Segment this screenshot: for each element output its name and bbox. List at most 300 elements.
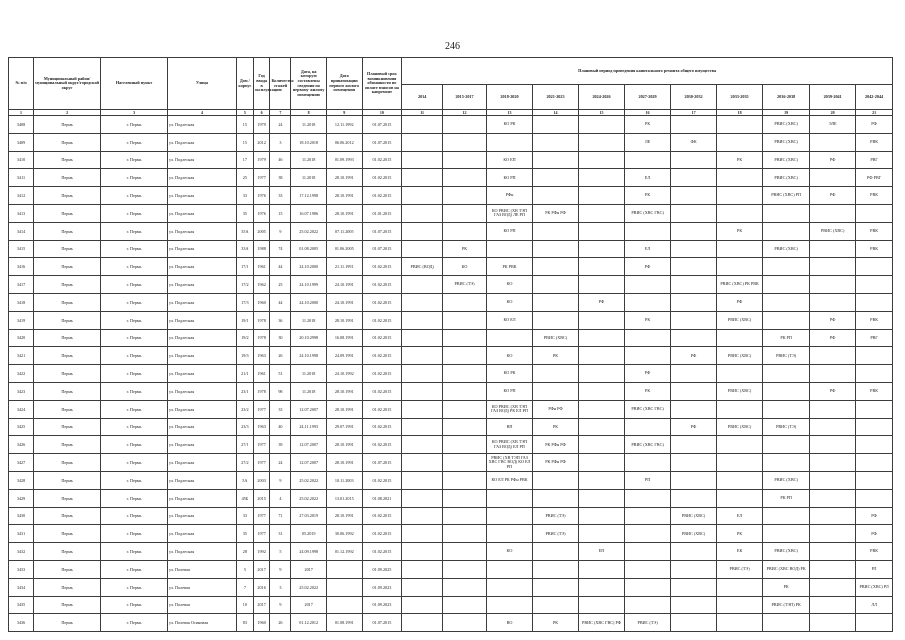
row-period-works bbox=[625, 596, 671, 614]
row-period-works: КО РВИС (ХВ ТЭП ГАЗ ВОД) ЛЕ РП bbox=[487, 204, 533, 222]
row-period-works bbox=[443, 347, 487, 365]
row-floors: 4 bbox=[270, 489, 291, 507]
row-pos-date: 24.10.2000 bbox=[291, 258, 327, 276]
row-period-works: РВК bbox=[856, 543, 893, 561]
row-locality: г. Пермь bbox=[101, 151, 168, 169]
row-period-works bbox=[671, 169, 717, 187]
row-municipality: Пермь bbox=[34, 116, 101, 134]
row-period-works bbox=[402, 347, 443, 365]
row-period-works bbox=[856, 347, 893, 365]
row-street: ул. Подлесная bbox=[167, 400, 236, 418]
row-priv-date: 01.12.1992 bbox=[326, 543, 362, 561]
row-period-works bbox=[671, 151, 717, 169]
row-period-works bbox=[717, 329, 763, 347]
row-period-works: РВИС (ХВС) bbox=[763, 543, 810, 561]
table-row bbox=[9, 578, 893, 596]
row-period-works bbox=[402, 187, 443, 205]
row-priv-date: 12.11.1992 bbox=[326, 116, 362, 134]
row-period-works: РФ bbox=[671, 347, 717, 365]
table-row bbox=[9, 187, 893, 205]
row-period-works bbox=[717, 365, 763, 383]
table-row bbox=[9, 133, 893, 151]
row-street: ул. Подлесная bbox=[167, 311, 236, 329]
row-period-works bbox=[763, 365, 810, 383]
row-period-works bbox=[579, 311, 625, 329]
row-period-works bbox=[402, 204, 443, 222]
row-period-works bbox=[402, 507, 443, 525]
row-period-works: РК bbox=[625, 187, 671, 205]
row-number: 3436 bbox=[9, 614, 34, 632]
row-period-works bbox=[717, 258, 763, 276]
row-year: 2016 bbox=[253, 578, 270, 596]
row-municipality: Пермь bbox=[34, 311, 101, 329]
row-period-works bbox=[443, 454, 487, 472]
row-period-works bbox=[625, 293, 671, 311]
row-floors: 26 bbox=[270, 347, 291, 365]
row-municipality: Пермь bbox=[34, 169, 101, 187]
row-period-works bbox=[717, 204, 763, 222]
row-period-works bbox=[443, 596, 487, 614]
row-period-works: РВК bbox=[856, 187, 893, 205]
table-row bbox=[9, 471, 893, 489]
row-period-works: РВИС (ХВС) bbox=[717, 347, 763, 365]
row-period-works: РВИС (ТЭ) bbox=[763, 418, 810, 436]
row-street: ул. Подлесная bbox=[167, 454, 236, 472]
row-number: 3420 bbox=[9, 329, 34, 347]
row-period-works: РК bbox=[533, 347, 579, 365]
row-period-works bbox=[810, 258, 856, 276]
row-locality: г. Пермь bbox=[101, 258, 168, 276]
row-period-works bbox=[402, 560, 443, 578]
row-floors: 15 bbox=[270, 204, 291, 222]
row-priv-date bbox=[326, 578, 362, 596]
row-period-works: ЭЛЕ bbox=[810, 116, 856, 134]
row-period-works: РФ bbox=[810, 382, 856, 400]
row-floors: 40 bbox=[270, 418, 291, 436]
row-period-works: ВО bbox=[487, 614, 533, 632]
row-house: 17/3 bbox=[237, 293, 254, 311]
row-period-works bbox=[487, 596, 533, 614]
row-floors: 71 bbox=[270, 507, 291, 525]
row-municipality: Пермь bbox=[34, 276, 101, 294]
column-number: 16 bbox=[625, 110, 671, 116]
row-period-works: РК РП bbox=[763, 489, 810, 507]
column-number: 4 bbox=[167, 110, 236, 116]
row-locality: г. Пермь bbox=[101, 133, 168, 151]
row-period-works: РФ bbox=[810, 311, 856, 329]
table-row bbox=[9, 204, 893, 222]
row-period-works: РВК bbox=[856, 382, 893, 400]
row-period-works bbox=[402, 525, 443, 543]
row-priv-date: 24.10.1991 bbox=[326, 276, 362, 294]
row-number: 3428 bbox=[9, 471, 34, 489]
row-house: 15 bbox=[237, 133, 254, 151]
row-oblig-date: 01.02.2015 bbox=[362, 471, 402, 489]
row-period-works bbox=[402, 400, 443, 418]
row-period-works bbox=[810, 525, 856, 543]
row-number: 3415 bbox=[9, 240, 34, 258]
row-oblig-date: 01.08.2021 bbox=[362, 489, 402, 507]
row-street: ул. Подлесная bbox=[167, 418, 236, 436]
row-locality: г. Пермь bbox=[101, 329, 168, 347]
row-period-works: РВИС (ТЭ) bbox=[763, 347, 810, 365]
row-period-works bbox=[402, 311, 443, 329]
row-pos-date: 11.2018 bbox=[291, 382, 327, 400]
row-period-works bbox=[671, 454, 717, 472]
row-period-works bbox=[402, 365, 443, 383]
row-period-works bbox=[810, 543, 856, 561]
row-priv-date bbox=[326, 596, 362, 614]
row-period-works bbox=[443, 329, 487, 347]
row-period-works: РК РФн РФ bbox=[533, 436, 579, 454]
table-row bbox=[9, 169, 893, 187]
table-row bbox=[9, 382, 893, 400]
row-year: 1977 bbox=[253, 400, 270, 418]
row-period-works bbox=[671, 614, 717, 632]
row-street: ул. Подлесная bbox=[167, 276, 236, 294]
row-street: ул. Подлесная bbox=[167, 222, 236, 240]
row-number: 3422 bbox=[9, 365, 34, 383]
row-period-works: КО РК bbox=[487, 365, 533, 383]
row-year: 1963 bbox=[253, 347, 270, 365]
row-pos-date: 11.2018 bbox=[291, 169, 327, 187]
row-period-works: РК bbox=[533, 418, 579, 436]
row-municipality: Пермь bbox=[34, 151, 101, 169]
row-period-works bbox=[810, 400, 856, 418]
row-period-works bbox=[671, 365, 717, 383]
header-year: Год ввода в эксплуатацию bbox=[253, 58, 270, 110]
row-year: 1978 bbox=[253, 382, 270, 400]
row-period-works bbox=[763, 204, 810, 222]
row-period-works bbox=[671, 258, 717, 276]
row-locality: г. Пермь bbox=[101, 311, 168, 329]
row-period-works: РВИС (ХВ ТЭП ГАЗ ХВС ГВС ВОД) КО ЕЛ РП bbox=[487, 454, 533, 472]
row-house: 23/1 bbox=[237, 382, 254, 400]
row-number: 3421 bbox=[9, 347, 34, 365]
row-period-works: РВК bbox=[856, 311, 893, 329]
row-priv-date: 29.07.1991 bbox=[326, 418, 362, 436]
row-period-works bbox=[810, 347, 856, 365]
row-period-works: РК bbox=[625, 382, 671, 400]
row-period-works: РВИС (ХВС ВОД) РК bbox=[763, 560, 810, 578]
row-period-works bbox=[402, 489, 443, 507]
row-street: ул. Подлесная bbox=[167, 543, 236, 561]
row-period-works bbox=[671, 471, 717, 489]
row-period-works bbox=[717, 240, 763, 258]
row-period-works bbox=[671, 382, 717, 400]
row-period-works: ЕК bbox=[717, 543, 763, 561]
row-street: ул. Полевая bbox=[167, 578, 236, 596]
row-period-works: РВИС (ХВС) bbox=[810, 222, 856, 240]
row-house: 23/2 bbox=[237, 400, 254, 418]
row-period-works: РВК bbox=[856, 133, 893, 151]
row-period-works: РВИС (ХВС) РЛ bbox=[856, 578, 893, 596]
row-floors: 30 bbox=[270, 329, 291, 347]
header-no: № п/п bbox=[9, 58, 34, 110]
header-period: 2014 bbox=[402, 85, 443, 110]
row-house: 35 bbox=[237, 525, 254, 543]
header-house: Дом / корпус bbox=[237, 58, 254, 110]
row-house: 21/1 bbox=[237, 365, 254, 383]
row-period-works bbox=[533, 596, 579, 614]
row-period-works bbox=[443, 418, 487, 436]
column-number: 3 bbox=[101, 110, 168, 116]
row-pos-date: 24.10.1998 bbox=[291, 347, 327, 365]
column-number: 15 bbox=[579, 110, 625, 116]
row-priv-date: 24.10.1992 bbox=[326, 365, 362, 383]
row-municipality: Пермь bbox=[34, 240, 101, 258]
row-period-works bbox=[443, 293, 487, 311]
row-oblig-date: 01.07.2015 bbox=[362, 133, 402, 151]
row-period-works bbox=[533, 311, 579, 329]
row-period-works bbox=[717, 133, 763, 151]
row-period-works bbox=[402, 471, 443, 489]
row-period-works bbox=[533, 365, 579, 383]
row-period-works bbox=[579, 418, 625, 436]
header-period: 2015-2017 bbox=[443, 85, 487, 110]
header-period: 2036-2038 bbox=[763, 85, 810, 110]
row-pos-date: 20.10.2998 bbox=[291, 329, 327, 347]
row-period-works: РВИС (ТЭ) bbox=[533, 507, 579, 525]
header-municipality: Муниципальный район/ муниципальный округ/городской округ bbox=[34, 58, 101, 110]
row-period-works: КО bbox=[487, 543, 533, 561]
row-floors: 46 bbox=[270, 151, 291, 169]
row-period-works: РВК bbox=[856, 240, 893, 258]
row-priv-date bbox=[326, 560, 362, 578]
row-period-works bbox=[533, 578, 579, 596]
row-locality: г. Пермь bbox=[101, 560, 168, 578]
row-house: 17 bbox=[237, 151, 254, 169]
row-period-works: РВИС (ХВС ГВС) bbox=[625, 400, 671, 418]
row-period-works bbox=[810, 133, 856, 151]
row-priv-date: 30.06.1992 bbox=[326, 525, 362, 543]
row-oblig-date: 01.02.2015 bbox=[362, 169, 402, 187]
row-year: 1977 bbox=[253, 454, 270, 472]
row-period-works bbox=[402, 169, 443, 187]
row-locality: г. Пермь bbox=[101, 436, 168, 454]
row-number: 3430 bbox=[9, 507, 34, 525]
row-period-works bbox=[443, 133, 487, 151]
row-period-works: РВИС (ХВС ГВС) bbox=[625, 436, 671, 454]
row-oblig-date: 01.07.2015 bbox=[362, 116, 402, 134]
row-period-works bbox=[625, 560, 671, 578]
row-period-works: РФ bbox=[810, 151, 856, 169]
row-house: 19/3 bbox=[237, 347, 254, 365]
page-number: 246 bbox=[445, 41, 460, 52]
row-period-works bbox=[402, 382, 443, 400]
column-number: 14 bbox=[533, 110, 579, 116]
row-period-works: РВИС (ХВС) bbox=[763, 240, 810, 258]
table-row bbox=[9, 596, 893, 614]
row-period-works bbox=[443, 204, 487, 222]
row-house: 27/2 bbox=[237, 454, 254, 472]
row-period-works: РФ bbox=[625, 365, 671, 383]
row-pos-date: 16.07.1986 bbox=[291, 204, 327, 222]
row-year: 1977 bbox=[253, 507, 270, 525]
row-period-works bbox=[763, 507, 810, 525]
row-period-works bbox=[579, 525, 625, 543]
header-locality: Населенный пункт bbox=[101, 58, 168, 110]
row-pos-date: 01.08.2005 bbox=[291, 240, 327, 258]
row-house: 5А bbox=[237, 471, 254, 489]
row-period-works bbox=[763, 614, 810, 632]
row-period-works bbox=[579, 151, 625, 169]
row-period-works: КО РВИС (ХВ ТЭП ГАЗ ВОД) ЕЛ РП bbox=[487, 436, 533, 454]
row-year: 1978 bbox=[253, 311, 270, 329]
row-period-works: РФ bbox=[856, 116, 893, 134]
row-pos-date: 11.2018 bbox=[291, 311, 327, 329]
row-street: ул. Полевая Осиновая bbox=[167, 614, 236, 632]
row-period-works: РФ bbox=[856, 525, 893, 543]
row-oblig-date: 01.02.2015 bbox=[362, 151, 402, 169]
column-number: 19 bbox=[763, 110, 810, 116]
row-period-works bbox=[671, 204, 717, 222]
row-pos-date: 25.02.2022 bbox=[291, 222, 327, 240]
row-oblig-date: 01.07.2015 bbox=[362, 222, 402, 240]
column-number: 2 bbox=[34, 110, 101, 116]
row-municipality: Пермь bbox=[34, 578, 101, 596]
row-pos-date: 25.02.2022 bbox=[291, 578, 327, 596]
row-locality: г. Пермь bbox=[101, 418, 168, 436]
row-number: 3413 bbox=[9, 204, 34, 222]
row-oblig-date: 01.02.2015 bbox=[362, 365, 402, 383]
row-period-works bbox=[533, 560, 579, 578]
column-number: 10 bbox=[362, 110, 402, 116]
row-year: 1962 bbox=[253, 276, 270, 294]
row-locality: г. Пермь bbox=[101, 187, 168, 205]
row-municipality: Пермь bbox=[34, 382, 101, 400]
row-pos-date: 12.07.2007 bbox=[291, 400, 327, 418]
row-municipality: Пермь bbox=[34, 614, 101, 632]
row-period-works bbox=[533, 222, 579, 240]
row-period-works: КО РП bbox=[487, 382, 533, 400]
table-row bbox=[9, 222, 893, 240]
row-period-works bbox=[671, 222, 717, 240]
row-floors: 44 bbox=[270, 258, 291, 276]
row-period-works bbox=[443, 187, 487, 205]
row-period-works bbox=[579, 329, 625, 347]
row-floors: 3 bbox=[270, 133, 291, 151]
row-number: 3432 bbox=[9, 543, 34, 561]
row-period-works bbox=[487, 578, 533, 596]
row-period-works bbox=[443, 151, 487, 169]
row-period-works bbox=[763, 276, 810, 294]
row-period-works: РК РП bbox=[763, 329, 810, 347]
row-period-works bbox=[671, 543, 717, 561]
row-priv-date: 28.10.1991 bbox=[326, 169, 362, 187]
row-year: 1979 bbox=[253, 116, 270, 134]
row-period-works bbox=[443, 116, 487, 134]
row-period-works bbox=[625, 525, 671, 543]
row-year: 2017 bbox=[253, 596, 270, 614]
row-period-works bbox=[443, 311, 487, 329]
table-row bbox=[9, 116, 893, 134]
row-period-works: РФ bbox=[717, 293, 763, 311]
row-house: 10 bbox=[237, 596, 254, 614]
row-period-works: РК bbox=[625, 311, 671, 329]
row-period-works bbox=[810, 365, 856, 383]
row-period-works bbox=[402, 116, 443, 134]
row-period-works bbox=[579, 471, 625, 489]
row-period-works bbox=[533, 276, 579, 294]
row-period-works bbox=[856, 204, 893, 222]
row-priv-date: 28.10.1991 bbox=[326, 204, 362, 222]
row-period-works bbox=[487, 507, 533, 525]
row-locality: г. Пермь bbox=[101, 116, 168, 134]
row-period-works bbox=[671, 311, 717, 329]
row-period-works bbox=[763, 222, 810, 240]
row-period-works bbox=[671, 116, 717, 134]
row-period-works bbox=[487, 525, 533, 543]
row-pos-date: 05.2019 bbox=[291, 525, 327, 543]
row-priv-date: 28.10.1991 bbox=[326, 400, 362, 418]
row-street: ул. Подлесная bbox=[167, 525, 236, 543]
row-floors: 9 bbox=[270, 222, 291, 240]
row-number: 3418 bbox=[9, 293, 34, 311]
row-locality: г. Пермь bbox=[101, 454, 168, 472]
header-period: 2030-2032 bbox=[671, 85, 717, 110]
row-period-works bbox=[671, 596, 717, 614]
row-pos-date: 24.10.2000 bbox=[291, 293, 327, 311]
row-street: ул. Подлесная bbox=[167, 258, 236, 276]
row-period-works bbox=[671, 560, 717, 578]
row-priv-date: 24.09.1991 bbox=[326, 347, 362, 365]
row-year: 2003 bbox=[253, 471, 270, 489]
column-number: 9 bbox=[326, 110, 362, 116]
row-period-works bbox=[533, 116, 579, 134]
row-locality: г. Пермь bbox=[101, 347, 168, 365]
repair-schedule-table bbox=[8, 57, 893, 632]
row-period-works bbox=[487, 240, 533, 258]
row-priv-date: 28.10.1991 bbox=[326, 311, 362, 329]
row-street: ул. Подлесная bbox=[167, 365, 236, 383]
row-period-works: РВИС (ХВС) bbox=[671, 525, 717, 543]
row-municipality: Пермь bbox=[34, 560, 101, 578]
row-street: ул. Подлесная bbox=[167, 489, 236, 507]
row-locality: г. Пермь bbox=[101, 382, 168, 400]
row-oblig-date: 01.02.2015 bbox=[362, 418, 402, 436]
row-floors: 9 bbox=[270, 560, 291, 578]
row-number: 3414 bbox=[9, 222, 34, 240]
row-period-works: КО bbox=[487, 276, 533, 294]
row-locality: г. Пермь bbox=[101, 400, 168, 418]
row-oblig-date: 01.07.2015 bbox=[362, 454, 402, 472]
row-year: 2017 bbox=[253, 560, 270, 578]
row-period-works: РВИС (ХВС) РК РВК bbox=[717, 276, 763, 294]
row-period-works bbox=[625, 276, 671, 294]
row-period-works bbox=[533, 240, 579, 258]
header-period: 2039-2041 bbox=[810, 85, 856, 110]
row-period-works bbox=[625, 151, 671, 169]
row-period-works bbox=[671, 400, 717, 418]
row-period-works bbox=[402, 614, 443, 632]
row-period-works bbox=[443, 489, 487, 507]
row-floors: 39 bbox=[270, 436, 291, 454]
row-house: 17/1 bbox=[237, 258, 254, 276]
row-year: 1977 bbox=[253, 525, 270, 543]
row-period-works bbox=[810, 578, 856, 596]
header-period: 2021-2023 bbox=[533, 85, 579, 110]
row-period-works bbox=[402, 222, 443, 240]
row-period-works bbox=[579, 258, 625, 276]
row-municipality: Пермь bbox=[34, 436, 101, 454]
row-oblig-date: 01.02.2015 bbox=[362, 329, 402, 347]
row-period-works bbox=[625, 329, 671, 347]
row-period-works bbox=[763, 436, 810, 454]
row-oblig-date: 01.02.2015 bbox=[362, 525, 402, 543]
row-locality: г. Пермь bbox=[101, 365, 168, 383]
column-number: 6 bbox=[253, 110, 270, 116]
